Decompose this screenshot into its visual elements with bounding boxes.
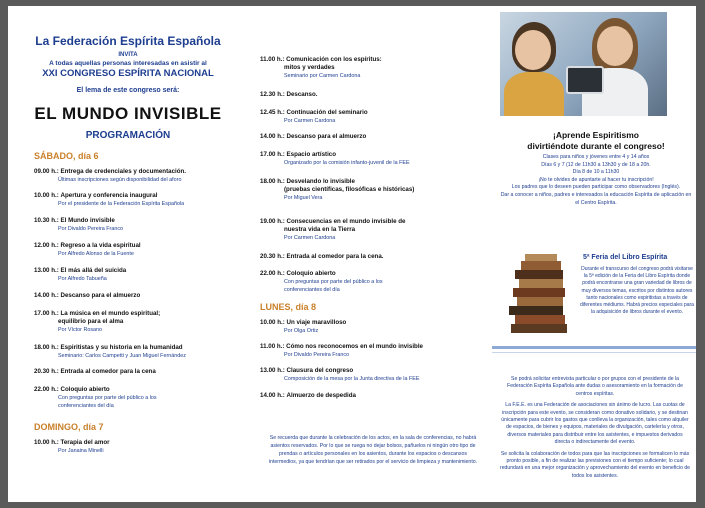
book-fair-title: 5ª Feria del Libro Espírita	[583, 254, 668, 261]
invita-label: INVITA	[118, 52, 138, 58]
schedule-item: 20.30 h.: Entrada al comedor para la cena.	[260, 253, 384, 260]
books-stack-image	[505, 254, 573, 334]
schedule-item: 14.00 h.: Descanso para el almuerzo	[260, 133, 367, 140]
federation-title: La Federación Espírita Española	[35, 34, 221, 48]
section-divider	[492, 346, 696, 349]
schedule-item: 17.00 h.: La música en el mundo espiritual; equilibrio para el alma Por Víctor Rosano	[34, 310, 161, 333]
schedule-item: 20.30 h.: Entrada al comedor para la cena	[34, 368, 156, 375]
schedule-item: 12.45 h.: Continuación del seminario Por Carmen Cardona	[260, 109, 368, 124]
schedule-item: 12.00 h.: Regreso a la vida espiritual Por Alfredo Alonso de la Fuente	[34, 242, 141, 257]
schedule-item: 18.00 h.: Espiritistas y su historia en la humanidad Seminario: Carlos Campetti y Juan Miguel Fernández	[34, 344, 186, 359]
schedule-item: 10.30 h.: El Mundo invisible Por Divaldo Pereira Franco	[34, 217, 124, 232]
schedule-item: 10.00 h.: Apertura y conferencia inaugural Por el presidente de la Federación Espírita Española	[34, 192, 185, 207]
congress-title: XXI CONGRESO ESPÍRITA NACIONAL	[42, 68, 214, 79]
schedule-item: 19.00 h.: Consecuencias en el mundo invisible de nuestra vida en la Tierra Por Carmen Cardona	[260, 218, 406, 241]
schedule-item: 14.00 h.: Almuerzo de despedida	[260, 392, 356, 399]
schedule-item: 13.00 h.: Clausura del congreso Composición de la mesa por la Junta directiva de la FEE	[260, 367, 420, 382]
schedule-item: 11.00 h.: Comunicación con los espíritus: mitos y verdades Seminario por Carmen Cardona	[260, 56, 382, 79]
schedule-item: 10.00 h.: Terapia del amor Por Janaina Minelli	[34, 439, 110, 454]
programme-heading: PROGRAMACIÓN	[85, 130, 171, 141]
invitation-line: A todas aquellas personas interesadas en asistir al	[49, 60, 207, 67]
day-heading-saturday: SÁBADO, día 6	[34, 151, 99, 161]
schedule-item: 09.00 h.: Entrega de credenciales y documentación. Últimas inscripciones según disponibilidad del aforo	[34, 168, 187, 183]
kids-activity-details: Clases para niños y jóvenes entre 4 y 14 años Días 6 y 7 (12 de 11h30 a 13h30 y de 18 a 20h. Día 8 de 10 a 11h30 ¡No te olvides de apuntarte al hacer tu inscripción! Los padres que lo deseen pueden participar como observadores (Inglés). Dar a conocer a niños, padres e interesados la educación Espírita de aplicación en el Centro Espírita.	[500, 154, 692, 206]
kids-activity-title: ¡Aprende Espiritismo divirtiéndote durante el congreso!	[527, 130, 665, 151]
schedule-item: 17.00 h.: Espacio artístico Organizado por la comisión infanto-juvenil de la FEE	[260, 151, 410, 166]
day-heading-monday: LUNES, día 8	[260, 302, 317, 312]
day-heading-sunday: DOMINGO, día 7	[34, 422, 104, 432]
book-fair-description: Durante el transcurso del congreso podrá visitarse la 5ª edición de la Feria del Libro Espírita donde podrá encontrarse una gran variedad de libros de muy diversos temas, escritos por distintos autores tanto nacionales como espiritistas a través de diferentes médiums. Habrá precios especiales para la adquisición de libros durante el evento.	[580, 266, 694, 316]
schedule-item: 12.30 h.: Descanso.	[260, 91, 318, 98]
schedule-item: 11.00 h.: Cómo nos reconocemos en el mundo invisible Por Divaldo Pereira Franco	[260, 343, 423, 358]
motto-intro: El lema de este congreso será:	[76, 87, 180, 94]
section-divider-thin	[492, 352, 696, 353]
schedule-item: 22.00 h.: Coloquio abierto Con preguntas por parte del público a los conferenciantes del día	[260, 270, 383, 293]
motto-title: EL MUNDO INVISIBLE	[34, 104, 222, 123]
brochure-page	[8, 6, 696, 502]
schedule-item: 13.00 h.: El más allá del suicida Por Alfredo Tabueña	[34, 267, 127, 282]
children-photo	[500, 12, 667, 116]
schedule-item: 18.00 h.: Desvelando lo invisible (pruebas científicas, filosóficas e históricas) Por Miguel Vera	[260, 178, 415, 201]
schedule-item: 14.00 h.: Descanso para el almuerzo	[34, 292, 141, 299]
schedule-item: 22.00 h.: Coloquio abierto Con preguntas por parte del público a los conferenciantes del día	[34, 386, 157, 409]
seating-notice: Se recuerda que durante la celebración de los actos, en la sala de conferencias, no habrá asientos reservados. Por lo que se ruega no dejar bolsos, pañuelos ni ningún otro tipo de prendas o artículos personales en los asientos, durante los espacios o descansos intermedios, ya que tendrían que ser retirados por el servicio de limpieza y mantenimiento.	[268, 435, 478, 465]
schedule-item: 10.00 h.: Un viaje maravilloso Por Olga Ortiz	[260, 319, 347, 334]
organization-info: Se podrá solicitar entrevista particular o por grupos con el presidente de la Federación Espírita Española ante dudas o asesoramiento en la formación de centros espíritas. La F.E.E. es una Federación de asociaciones sin ánimo de lucro. Las cuotas de inscripción para este evento, se consideran como donativo solidario, y se destinan únicamente para cubrir los gastos que conlleva la organización, tales como alquiler de espacios, de bienes y equipos, materiales de divulgación, cartelería y otros, diversos materiales para distribuir entre los asistentes, e impuestos derivados directa o indirectamente del evento. Se solicita la colaboración de todos para que las inscripciones se formalicen lo más pronto posible, a fin de realizar las previsiones con el tiempo suficiente; lo cual redundará en una mejor organización y aprovechamiento del evento en beneficio de todos los asistentes.	[500, 376, 691, 479]
